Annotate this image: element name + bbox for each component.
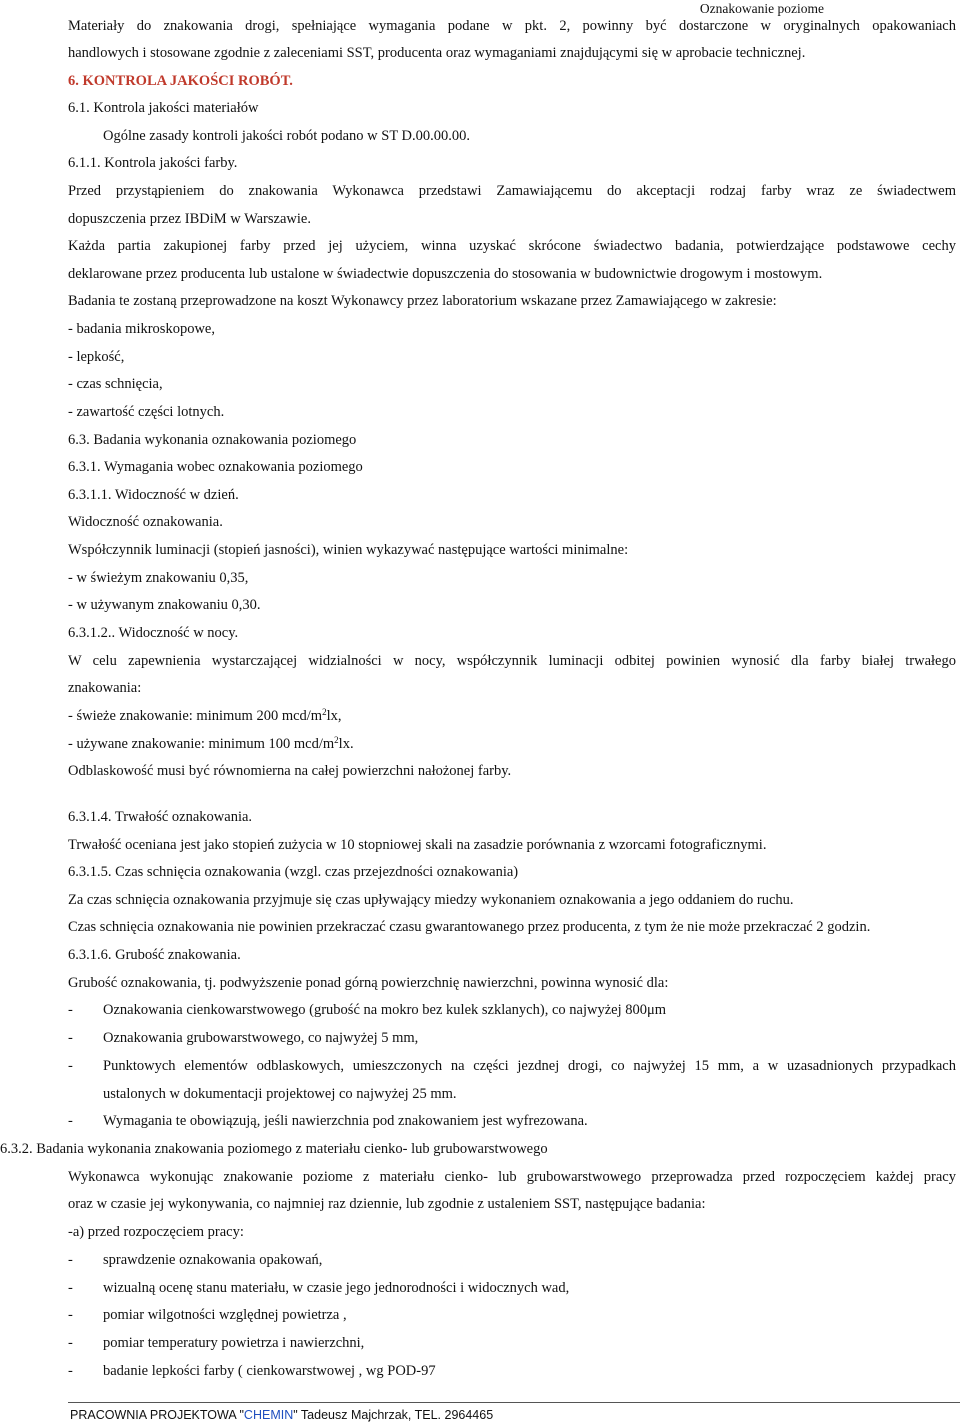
- lab-test-item: - lepkość,: [68, 349, 125, 365]
- pre-work-check-item: - pomiar temperatury powietrza i nawierzchni,: [68, 1335, 365, 1351]
- bullet-dash: -: [68, 1335, 73, 1351]
- retroreflection-note: Odblaskowość musi być równomierna na całej powierzchni nałożonej farby.: [68, 763, 512, 779]
- bullet-dash: -: [68, 1252, 73, 1268]
- lab-test-item: - badania mikroskopowe,: [68, 321, 215, 337]
- section-6-1-text: Ogólne zasady kontroli jakości robót podano w ST D.00.00.00.: [103, 128, 471, 144]
- intro-line-2: handlowych i stosowane zgodnie z zaleceniami SST, producenta oraz wymaganiami znajdującymi się w aprobacie technicznej.: [68, 45, 806, 61]
- pre-work-check-item: - pomiar wilgotności względnej powietrza ,: [68, 1307, 347, 1323]
- fresh-marking-requirement: - świeże znakowanie: minimum 200 mcd/$m^2lx$,: [68, 707, 342, 724]
- pre-work-check-item: - badanie lepkości farby ( cienkowarstwowej , wg POD-97: [68, 1363, 436, 1379]
- field-tests-line-1: Wykonawca wykonując znakowanie poziome z materiału cienko- lub grubowarstwowego przeprowadza przed rozpoczęciem każdej pracy: [68, 1169, 956, 1185]
- thickness-bullet: - Oznakowania grubowarstwowego, co najwyżej 5 mm,: [68, 1030, 419, 1046]
- section-6-3-1-2-heading: 6.3.1.2.. Widoczność w nocy.: [68, 625, 239, 641]
- section-6-1-heading: 6.1. Kontrola jakości materiałów: [68, 100, 259, 116]
- day-visibility-line: - w używanym znakowaniu 0,30.: [68, 597, 261, 613]
- paint-batch-line-1: Każda partia zakupionej farby przed jej użyciem, winna uzyskać skrócone świadectwo badania, potwierdzające podstawowe cechy: [68, 238, 956, 254]
- bullet-dash: -: [68, 1058, 73, 1074]
- bullet-dash: -: [68, 1363, 73, 1379]
- field-tests-line-2: oraz w czasie jej wykonywania, co najmniej raz dziennie, lub zgodnie z ustaleniem SST, następujące badania:: [68, 1196, 706, 1212]
- running-header: Oznakowanie poziome: [699, 1, 824, 16]
- used-marking-requirement: - używane znakowanie: minimum 100 mcd/$m^2lx$.: [68, 735, 354, 752]
- page-footer: PRACOWNIA PROJEKTOWA "CHEMIN" Tadeusz Majchrzak, TEL. 2964465: [70, 1408, 494, 1422]
- durability-text: Trwałość oceniana jest jako stopień zużycia w 10 stopniowej skali na zasadzie porównania z wzorcami fotograficznymi.: [68, 837, 767, 853]
- thickness-bullet: - Punktowych elementów odblaskowych, umieszczonych na części jezdnej drogi, co najwyżej 15 mm, a w uzasadnionych przypadkach: [68, 1058, 956, 1074]
- bullet-dash: -: [68, 1002, 73, 1018]
- day-visibility-line: - w świeżym znakowaniu 0,35,: [68, 570, 249, 586]
- paint-acceptance-line-2: dopuszczenia przez IBDiM w Warszawie.: [68, 211, 311, 227]
- lab-test-item: - czas schnięcia,: [68, 376, 163, 392]
- pre-work-check-item: - sprawdzenie oznakowania opakowań,: [68, 1252, 323, 1268]
- night-visibility-line-2: znakowania:: [68, 680, 142, 696]
- before-work-subheading: -a) przed rozpoczęciem pracy:: [68, 1224, 244, 1240]
- lab-tests-intro: Badania te zostaną przeprowadzone na koszt Wykonawcy przez laboratorium wskazane przez Zamawiającego w zakresie:: [68, 293, 777, 309]
- section-6-heading: 6. KONTROLA JAKOŚCI ROBÓT.: [68, 73, 293, 89]
- day-visibility-line: Widoczność oznakowania.: [68, 514, 223, 530]
- footer-brand: CHEMIN: [243, 1408, 294, 1422]
- drying-time-line-1: Za czas schnięcia oznakowania przyjmuje się czas upływający miedzy wykonaniem oznakowania a jego oddaniem do ruchu.: [68, 892, 794, 908]
- night-visibility-line-1: W celu zapewnienia wystarczającej widzialności w nocy, współczynnik luminacji odbitej powinien wynosić dla farby białej trwałego: [68, 653, 956, 669]
- section-6-3-1-6-heading: 6.3.1.6. Grubość znakowania.: [68, 947, 241, 963]
- section-6-3-heading: 6.3. Badania wykonania oznakowania poziomego: [68, 432, 357, 448]
- section-6-3-1-5-heading: 6.3.1.5. Czas schnięcia oznakowania (wzgl. czas przejezdności oznakowania): [68, 864, 519, 880]
- paint-batch-line-2: deklarowane przez producenta lub ustalone w świadectwie dopuszczenia do stosowania w budownictwie drogowym i mostowym.: [68, 266, 823, 282]
- thickness-intro: Grubość oznakowania, tj. podwyższenie ponad górną powierzchnię nawierzchni, powinna wynosić dla:: [68, 975, 669, 991]
- drying-time-line-2: Czas schnięcia oznakowania nie powinien przekraczać czasu gwarantowanego przez producenta, z tym że nie może przekraczać 2 godzin.: [68, 919, 871, 935]
- bullet-dash: -: [68, 1280, 73, 1296]
- section-6-3-1-1-heading: 6.3.1.1. Widoczność w dzień.: [68, 487, 239, 503]
- section-6-3-1-heading: 6.3.1. Wymagania wobec oznakowania poziomego: [68, 459, 363, 475]
- day-visibility-line: Współczynnik luminacji (stopień jasności), winien wykazywać następujące wartości minimalne:: [68, 542, 629, 558]
- bullet-dash: -: [68, 1113, 73, 1129]
- thickness-bullet: - Oznakowania cienkowarstwowego (grubość na mokro bez kulek szklanych), co najwyżej 800μm: [68, 1002, 667, 1018]
- thickness-bullet: - Wymagania te obowiązują, jeśli nawierzchnia pod znakowaniem jest wyfrezowana.: [68, 1113, 588, 1129]
- bullet-dash: -: [68, 1030, 73, 1046]
- section-6-3-2-heading: 6.3.2. Badania wykonania znakowania poziomego z materiału cienko- lub grubowarstwowego: [0, 1141, 548, 1157]
- section-6-3-1-4-heading: 6.3.1.4. Trwałość oznakowania.: [68, 809, 253, 825]
- intro-line-1: Materiały do znakowania drogi, spełniające wymagania podane w pkt. 2, powinny być dostarczone w oryginalnych opakowaniach: [68, 18, 956, 34]
- pre-work-check-item: - wizualną ocenę stanu materiału, w czasie jego jednorodności i widocznych wad,: [68, 1280, 570, 1296]
- lab-test-item: - zawartość części lotnych.: [68, 404, 225, 420]
- thickness-bullet-continuation: ustalonych w dokumentacji projektowej co najwyżej 25 mm.: [103, 1086, 457, 1102]
- paint-acceptance-line-1: Przed przystąpieniem do znakowania Wykonawca przedstawi Zamawiającemu do akceptacji rodzaj farby wraz ze świadectwem: [68, 183, 956, 199]
- section-6-1-1-heading: 6.1.1. Kontrola jakości farby.: [68, 155, 238, 171]
- section-6-3-2-heading-row: [0, 1140, 960, 1158]
- footer-divider: [68, 1402, 960, 1403]
- bullet-dash: -: [68, 1307, 73, 1323]
